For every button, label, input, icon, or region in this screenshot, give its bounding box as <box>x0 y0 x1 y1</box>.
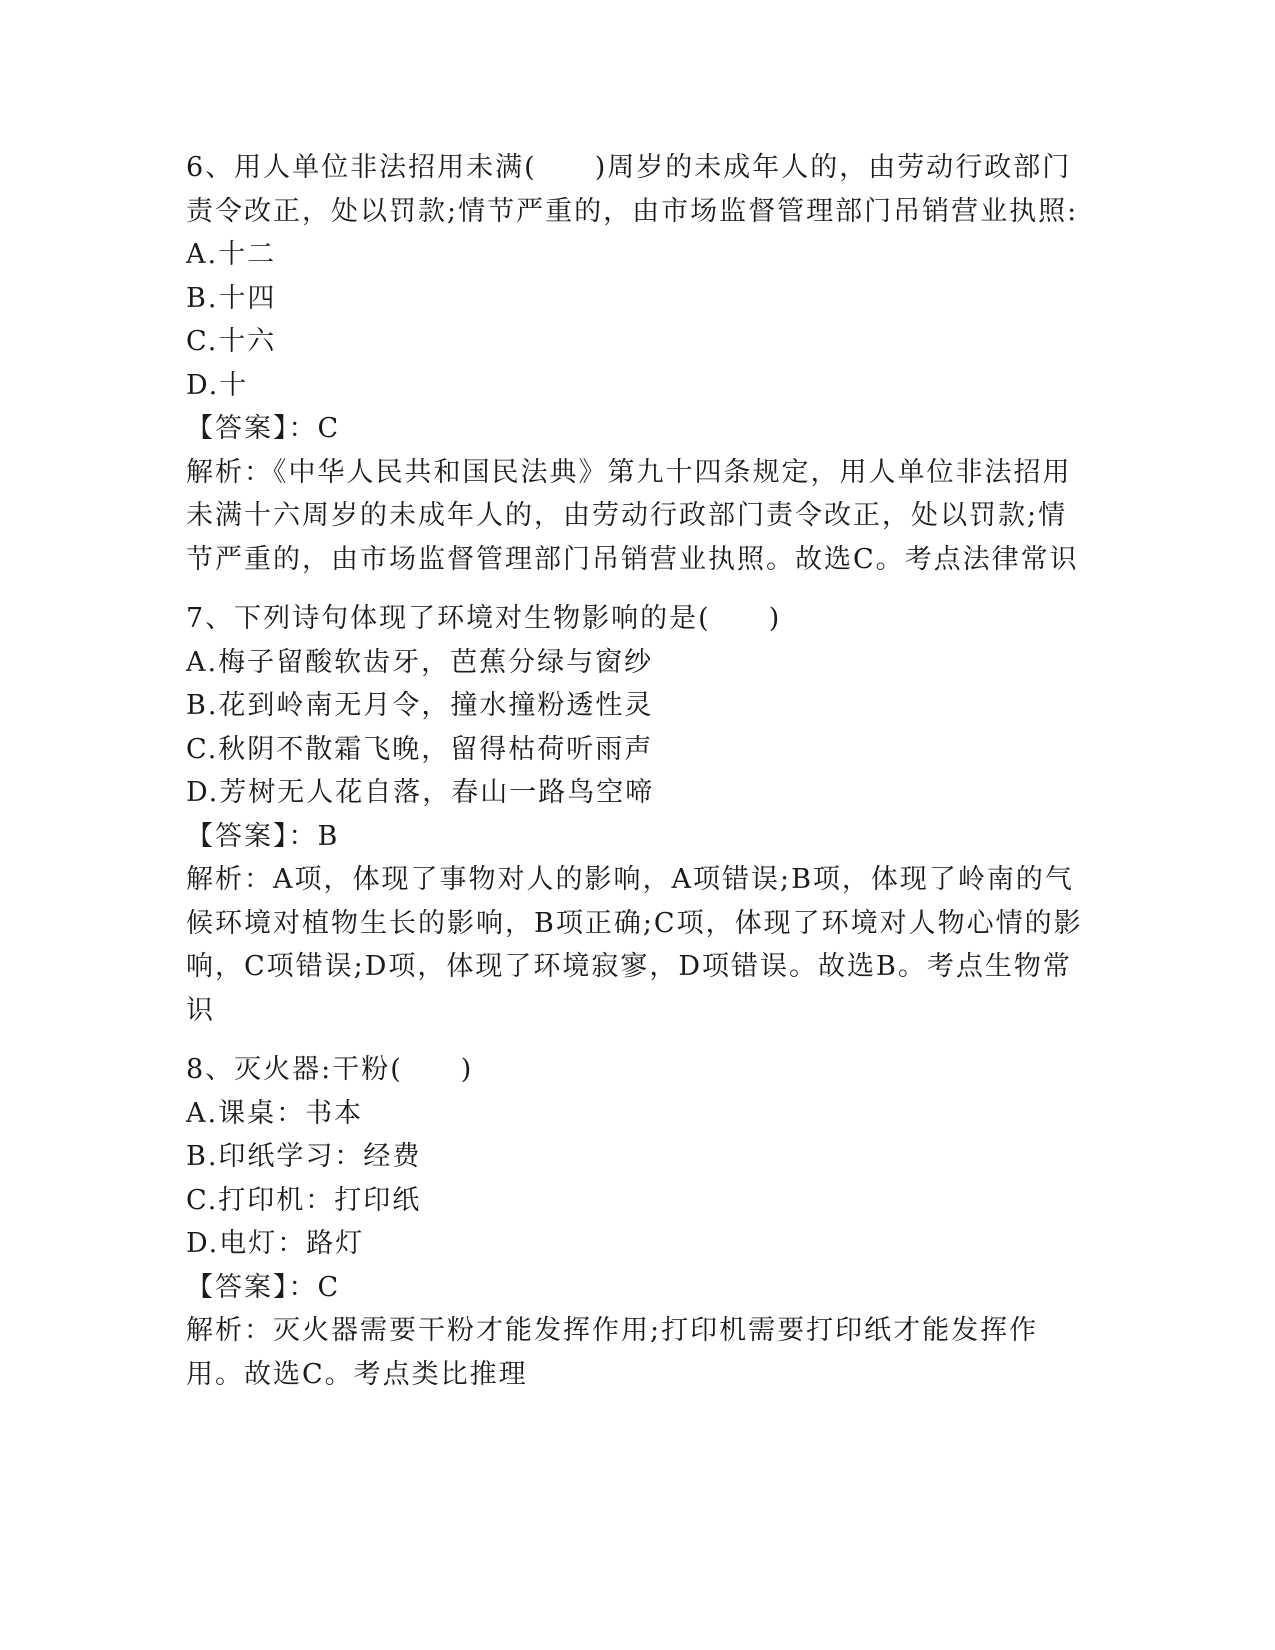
explanation: 解析：《中华人民共和国民法典》第九十四条规定，用人单位非法招用未满十六周岁的未成年人的，由劳动行政部门责令改正，处以罚款;情节严重的，由市场监督管理部门吊销营业执照。故选C。考点法律常识 <box>186 456 1079 575</box>
option-b: B.印纸学习：经费 <box>186 1141 422 1172</box>
question-list <box>186 146 1086 1396</box>
option-c: C.十六 <box>186 326 277 357</box>
option-d: D.芳树无人花自落，春山一路鸟空啼 <box>186 777 655 808</box>
question-7 <box>186 597 1086 1032</box>
answer-line: 【答案】：C <box>186 413 341 444</box>
question-stem: 7、下列诗句体现了环境对生物影响的是( ) <box>186 603 782 634</box>
option-c: C.打印机：打印纸 <box>186 1184 422 1216</box>
option-d: D.十 <box>186 369 249 401</box>
answer-line: 【答案】：B <box>186 820 340 852</box>
explanation: 解析：A项，体现了事物对人的影响，A项错误;B项，体现了岭南的气候环境对植物生长的影响，B项正确;C项，体现了环境对人物心情的影响，C项错误;D项，体现了环境寂寥，D项错误。故选B。考点生物常识 <box>186 864 1083 1026</box>
question-stem: 8、灭火器:干粉( ) <box>186 1054 474 1085</box>
option-a: A.梅子留酸软齿牙，芭蕉分绿与窗纱 <box>186 646 654 678</box>
answer-line: 【答案】：C <box>186 1271 341 1303</box>
question-6 <box>186 146 1086 581</box>
option-c: C.秋阴不散霜飞晚，留得枯荷听雨声 <box>186 733 654 765</box>
question-8 <box>186 1048 1086 1396</box>
option-b: B.十四 <box>186 282 277 314</box>
option-b: B.花到岭南无月令，撞水撞粉透性灵 <box>186 690 654 721</box>
option-a: A.十二 <box>186 239 277 270</box>
option-d: D.电灯：路灯 <box>186 1228 365 1259</box>
option-a: A.课桌：书本 <box>186 1097 364 1129</box>
explanation: 解析：灭火器需要干粉才能发挥作用;打印机需要打印纸才能发挥作用。故选C。考点类比推理 <box>186 1315 1039 1390</box>
question-stem: 6、用人单位非法招用未满( )周岁的未成年人的，由劳动行政部门责令改正，处以罚款;情节严重的，由市场监督管理部门吊销营业执照: <box>186 152 1079 227</box>
